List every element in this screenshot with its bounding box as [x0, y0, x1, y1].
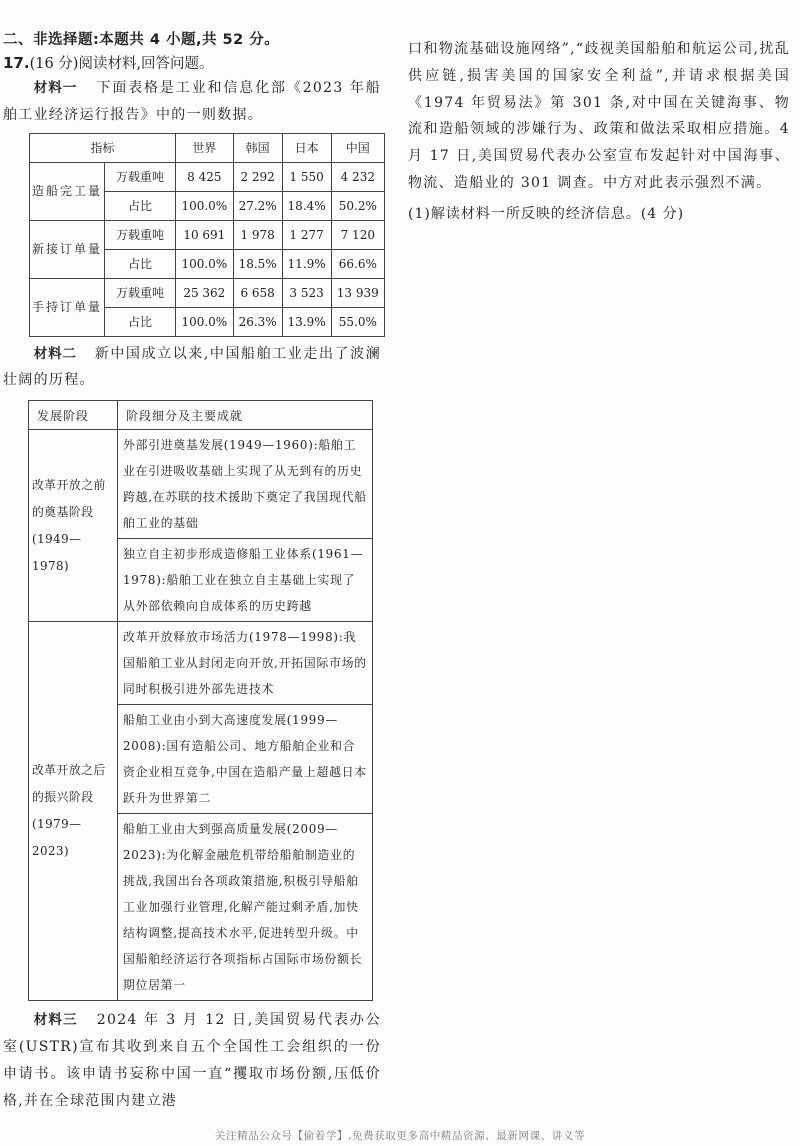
table-cell: 1 550	[282, 162, 331, 191]
material2-intro-text: 新中国成立以来,中国船舶工业走出了波澜壮阔的历程。	[3, 345, 382, 389]
stage-item: 船舶工业由大到强高质量发展(2009—2023):为化解金融危机带给船舶制造业的挑战,我国出台各项政策措施,积极引导船舶工业加强行业管理,化解产能过剩矛盾,加快结构调整,提高技术水平,促进转型升级。中国船舶经济运行各项指标占国际市场份额长期位居第一	[118, 814, 373, 1001]
unit-cell: 占比	[105, 307, 176, 336]
header-china: 中国	[331, 133, 384, 162]
table-cell: 13 939	[331, 278, 384, 307]
material3-text-left-content: 2024 年 3 月 12 日,美国贸易代表办公室(USTR)宣布其收到来自五个全国性工会组织的一份申请书。该申请书妄称中国一直“攫取市场份额,压低价格,并在全球范围内建立港	[3, 1012, 381, 1109]
material3-text-left	[3, 1007, 381, 1114]
question-line	[3, 52, 381, 75]
table-cell: 8 425	[176, 162, 234, 191]
table-cell: 1 978	[233, 220, 282, 249]
table-cell: 100.0%	[176, 249, 234, 278]
header-indicator: 指标	[30, 133, 176, 162]
table-cell: 11.9%	[282, 249, 331, 278]
material2-intro	[3, 341, 381, 395]
header-achievements: 阶段细分及主要成就	[118, 401, 373, 430]
table-header-row	[30, 133, 385, 162]
header-japan: 日本	[282, 133, 331, 162]
material3-text-right: 口和物流基础设施网络”,“歧视美国船舶和航运公司,扰乱供应链,损害美国的国家安全利益”,并请求根据美国《1974 年贸易法》第 301 条,对中国在关键海事、物流和造船领域的涉嫌行为、政策和做法采取相应措施。4 月 17 日,美国贸易代表办公室宣布发起针对中国海事、物流、造船业的 301 调查。中方对此表示强烈不满。	[408, 41, 790, 191]
development-stages-table	[28, 400, 373, 1001]
header-stage: 发展阶段	[29, 401, 118, 430]
material1-intro	[3, 75, 381, 129]
table-cell: 100.0%	[176, 307, 234, 336]
table-row	[30, 220, 385, 249]
table-header-row	[29, 401, 373, 430]
stage-label: 改革开放之前的奠基阶段(1949—1978)	[29, 430, 118, 622]
material1-intro-text: 下面表格是工业和信息化部《2023 年船舶工业经济运行报告》中的一则数据。	[3, 80, 382, 123]
stage-label: 改革开放之后的振兴阶段(1979—2023)	[29, 622, 118, 1001]
table-cell: 100.0%	[176, 191, 234, 220]
unit-cell: 万载重吨	[105, 278, 176, 307]
table-cell: 3 523	[282, 278, 331, 307]
material2-label: 材料二	[33, 345, 77, 362]
group-label: 造船完工量	[30, 162, 105, 220]
table-cell: 1 277	[282, 220, 331, 249]
table-cell: 4 232	[331, 162, 384, 191]
question-number: 17.	[3, 54, 30, 72]
table-row	[29, 622, 373, 705]
question-text: (16 分)阅读材料,回答问题。	[29, 56, 214, 72]
table-cell: 66.6%	[331, 249, 384, 278]
unit-cell: 万载重吨	[105, 162, 176, 191]
sub-question-1: (1)解读材料一所反映的经济信息。(4 分)	[408, 205, 685, 222]
table-cell: 25 362	[176, 278, 234, 307]
stage-item: 改革开放释放市场活力(1978—1998):我国船舶工业从封闭走向开放,开拓国际市场的同时积极引进外部先进技术	[118, 622, 373, 705]
group-label: 新接订单量	[30, 220, 105, 278]
header-world: 世界	[176, 133, 234, 162]
unit-cell: 占比	[105, 191, 176, 220]
table-row	[30, 278, 385, 307]
table-cell: 50.2%	[331, 191, 384, 220]
unit-cell: 万载重吨	[105, 220, 176, 249]
right-column	[408, 36, 790, 228]
stage-item: 船舶工业由小到大高速度发展(1999—2008):国有造船公司、地方船舶企业和合资企业相互竞争,中国在造船产量上超越日本跃升为世界第二	[118, 705, 373, 814]
shipbuilding-data-table	[29, 133, 385, 337]
table-cell: 55.0%	[331, 307, 384, 336]
group-label: 手持订单量	[30, 278, 105, 336]
stage-item: 独立自主初步形成造修船工业体系(1961—1978):船舶工业在独立自主基础上实现了从外部依赖向自成体系的历史跨越	[118, 539, 373, 622]
page-footer: 关注精品公众号【偷着学】,免费获取更多高中精品资源、最新网课、讲义等	[214, 1130, 586, 1142]
left-column	[3, 30, 381, 1114]
table-row	[30, 162, 385, 191]
table-cell: 2 292	[233, 162, 282, 191]
table-cell: 6 658	[233, 278, 282, 307]
table-cell: 13.9%	[282, 307, 331, 336]
table-cell: 7 120	[331, 220, 384, 249]
unit-cell: 占比	[105, 249, 176, 278]
table-cell: 27.2%	[233, 191, 282, 220]
header-korea: 韩国	[233, 133, 282, 162]
table-cell: 18.5%	[233, 249, 282, 278]
material3-label: 材料三	[33, 1012, 78, 1029]
stage-item: 外部引进奠基发展(1949—1960):船舶工业在引进吸收基础上实现了从无到有的历史跨越,在苏联的技术援助下奠定了我国现代船舶工业的基础	[118, 430, 373, 539]
table-cell: 18.4%	[282, 191, 331, 220]
table-cell: 10 691	[176, 220, 234, 249]
section-header: 二、非选择题:本题共 4 小题,共 52 分。	[3, 32, 280, 48]
table-row	[29, 430, 373, 539]
table-cell: 26.3%	[233, 307, 282, 336]
material1-label: 材料一	[33, 80, 78, 96]
